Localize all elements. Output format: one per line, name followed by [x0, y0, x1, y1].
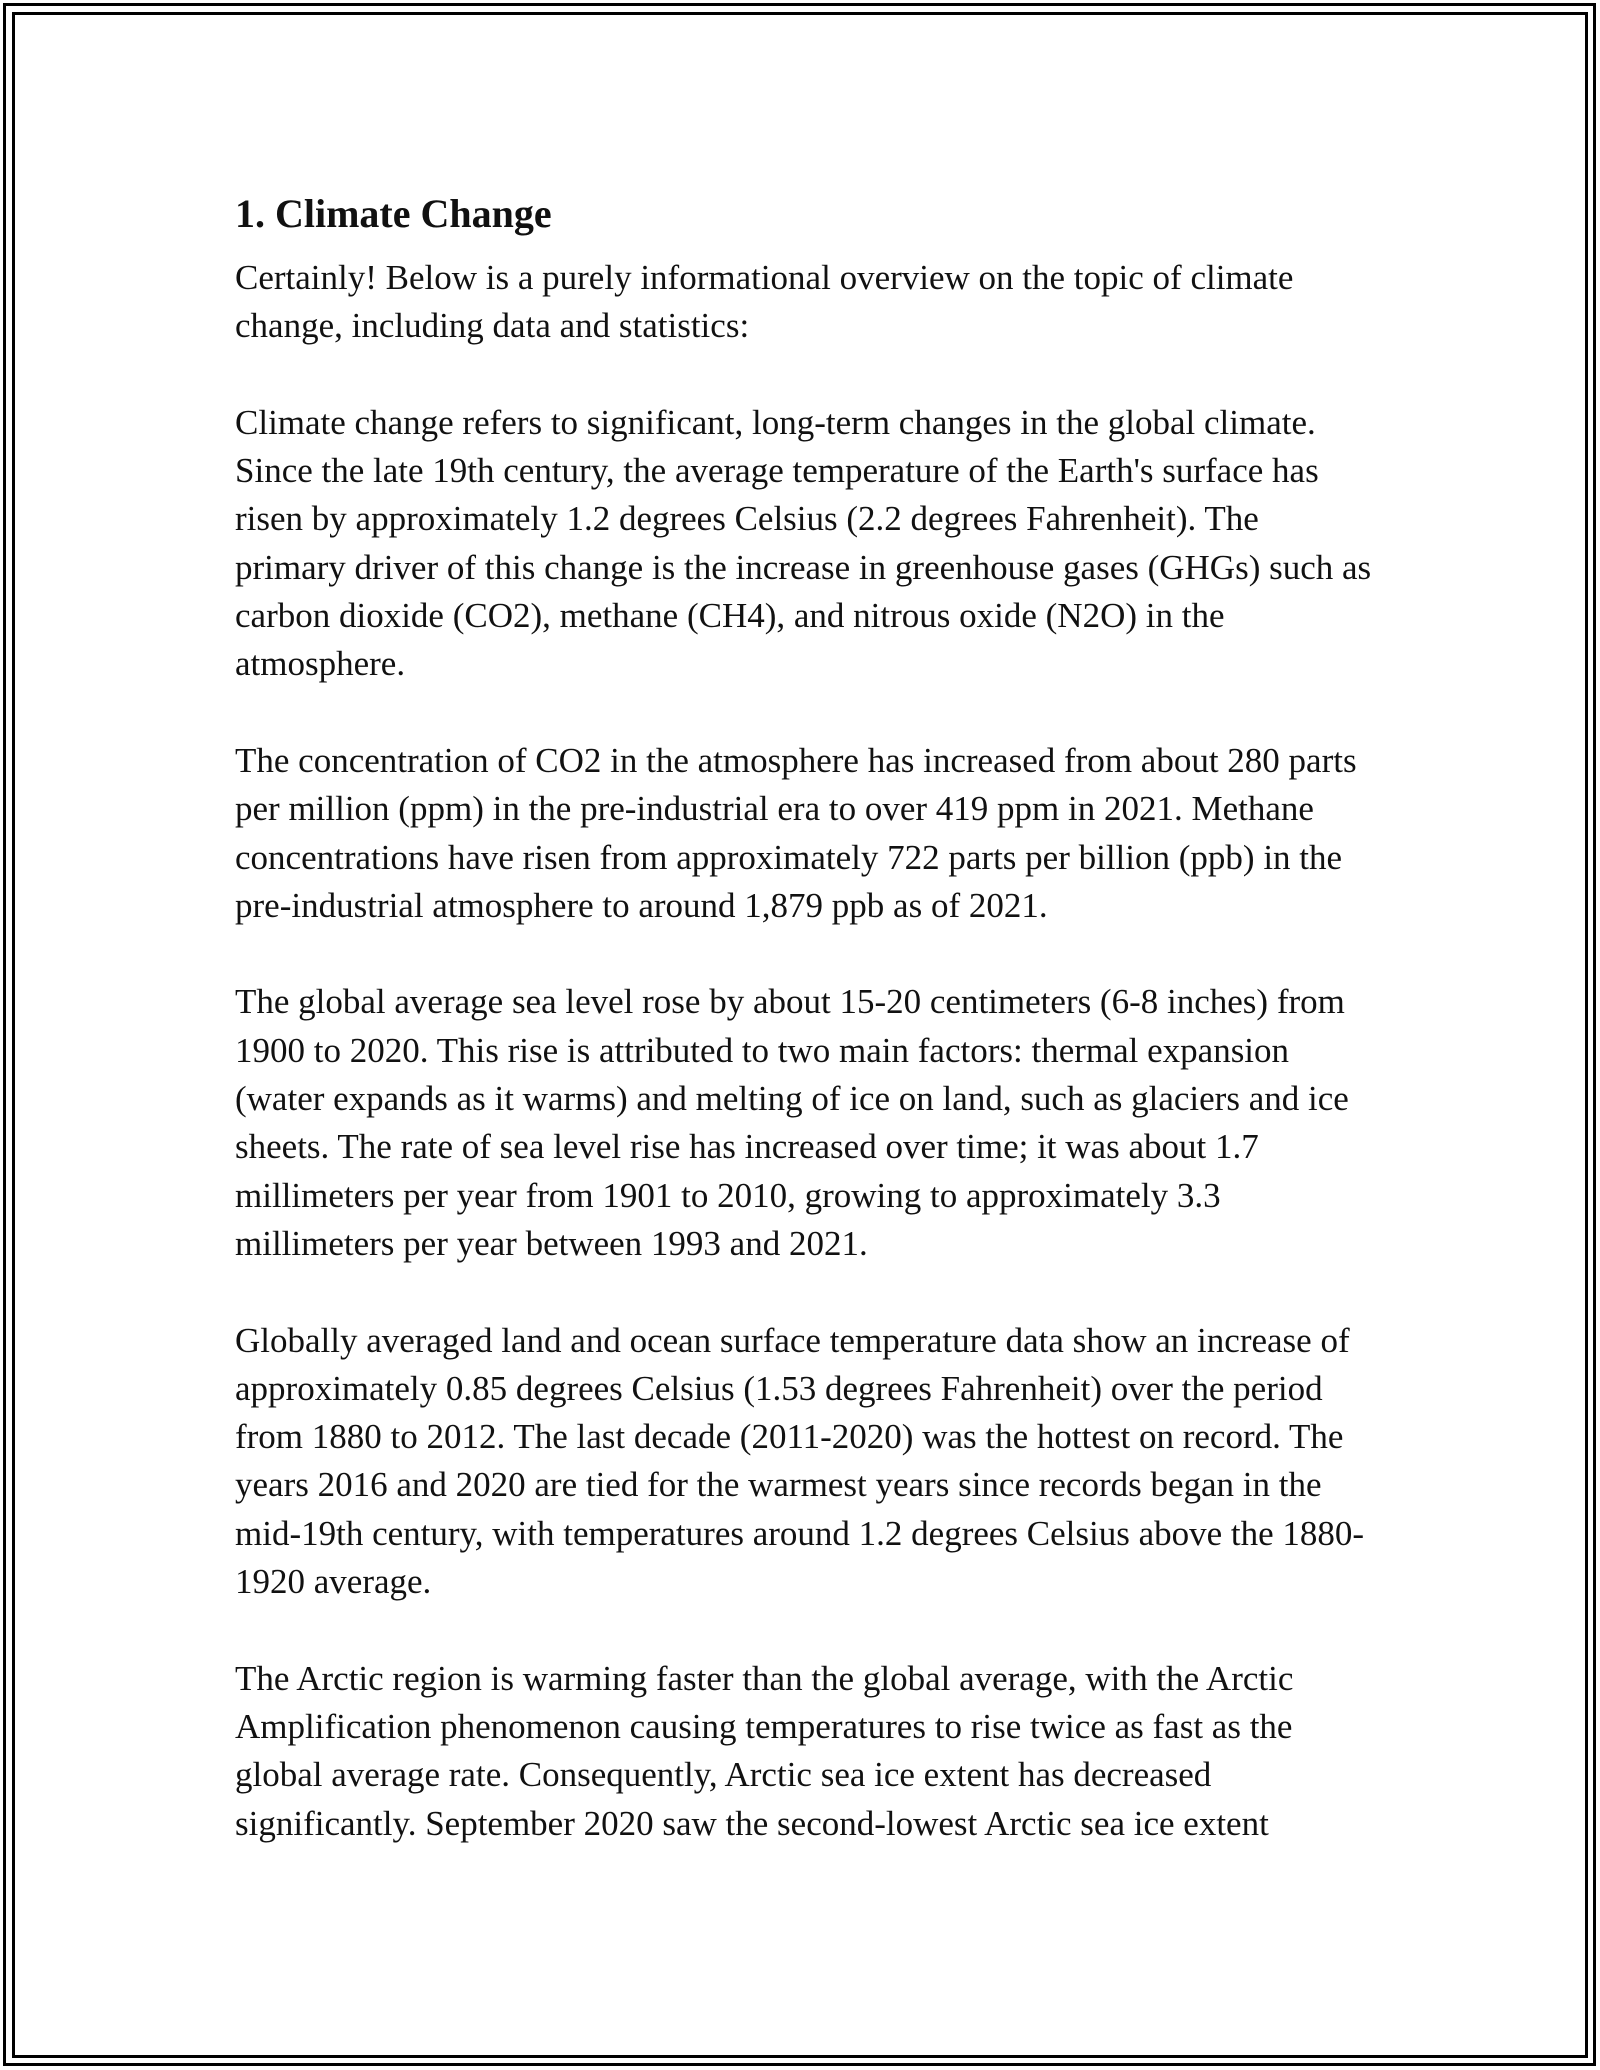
section-title: 1. Climate Change: [235, 191, 552, 236]
paragraph-definition: Climate change refers to significant, long-term changes in the global climate. Since the late 19th century, the average temperature of the Earth's surface has risen by approximately 1.2 degrees Celsius (2.2 degrees Fahrenheit). The primary driver of this change is the increase in greenhouse gases (GHGs) such as carbon dioxide (CO2), methane (CH4), and nitrous oxide (N2O) in the atmosphere.: [235, 402, 1372, 684]
paragraph-intro: Certainly! Below is a purely informational overview on the topic of climate change, including data and statistics:: [235, 258, 1294, 346]
document-body: [235, 186, 1375, 1896]
paragraph-ghg-concentrations: The concentration of CO2 in the atmosphere has increased from about 280 parts per million (ppm) in the pre-industrial era to over 419 ppm in 2021. Methane concentrations have risen from approximately 722 parts per billion (ppb) in the pre-industrial atmosphere to around 1,879 ppb as of 2021.: [235, 740, 1357, 925]
paragraph-sea-level: The global average sea level rose by about 15-20 centimeters (6-8 inches) from 1900 to 2020. This rise is attributed to two main factors: thermal expansion (water expands as it warms) and melting of ice on land, such as glaciers and ice sheets. The rate of sea level rise has increased over time; it was about 1.7 millimeters per year from 1901 to 2010, growing to approximately 3.3 millimeters per year between 1993 and 2021.: [235, 982, 1349, 1263]
paragraph-temperature-records: Globally averaged land and ocean surface temperature data show an increase of approximately 0.85 degrees Celsius (1.53 degrees Fahrenheit) over the period from 1880 to 2012. The last decade (2011-2020) was the hottest on record. The years 2016 and 2020 are tied for the warmest years since records began in the mid-19th century, with temperatures around 1.2 degrees Celsius above the 1880-1920 average.: [235, 1320, 1365, 1602]
paragraph-arctic: The Arctic region is warming faster than the global average, with the Arctic Amplification phenomenon causing temperatures to rise twice as fast as the global average rate. Consequently, Arctic sea ice extent has decreased significantly. September 2020 saw the second-lowest Arctic sea ice extent: [235, 1658, 1294, 1843]
